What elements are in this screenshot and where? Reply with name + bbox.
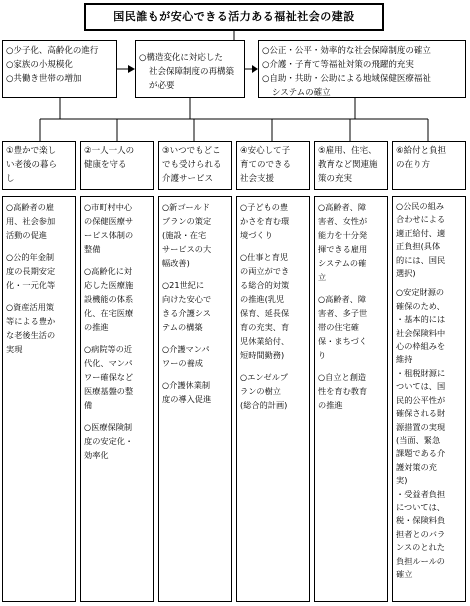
heading-line: ④安心して子 bbox=[240, 146, 291, 156]
item-line: ついては、国 bbox=[396, 381, 446, 392]
item-line: の推進 bbox=[84, 322, 109, 332]
item-line: (施設・在宅 bbox=[162, 230, 207, 240]
column-heading-5 bbox=[314, 141, 388, 190]
item-line: 化・一元化等 bbox=[6, 280, 56, 290]
item-line: 応した医療施 bbox=[84, 280, 134, 290]
item-line: かさを育む環 bbox=[240, 216, 290, 226]
list-item bbox=[396, 286, 463, 581]
list-item bbox=[162, 378, 229, 406]
item-line: 的には、国民 bbox=[396, 254, 446, 265]
item-line: ービス体制の bbox=[84, 230, 134, 240]
item-line: 立 bbox=[318, 272, 327, 282]
item-line: テムの構築 bbox=[162, 322, 203, 332]
list-item bbox=[6, 250, 73, 292]
item-line: 揮できる雇用 bbox=[318, 244, 368, 254]
item-line: 効率化 bbox=[84, 450, 109, 460]
arrowhead-left-to-middle bbox=[128, 65, 135, 73]
context-box-middle bbox=[135, 40, 245, 98]
column-heading-6 bbox=[392, 141, 466, 190]
context-middle-line: 社会保障制度の再構築 bbox=[149, 67, 235, 77]
item-line: 心の枠組みを bbox=[396, 341, 446, 352]
list-item bbox=[318, 200, 385, 284]
item-line: ○介護マンパ bbox=[162, 344, 210, 354]
item-line: 化、在宅医療 bbox=[84, 308, 134, 318]
item-line: 選択) bbox=[396, 268, 416, 279]
list-item bbox=[6, 200, 73, 242]
item-line: 幅改善) bbox=[162, 258, 190, 268]
list-item bbox=[84, 200, 151, 256]
item-line: 実現 bbox=[6, 344, 23, 354]
heading-line: い老後の暮ら bbox=[6, 160, 58, 170]
item-line: 保・まちづく bbox=[318, 336, 368, 346]
item-line: システムの確 bbox=[318, 258, 367, 268]
heading-line: し bbox=[6, 174, 15, 184]
column-heading-3 bbox=[158, 141, 232, 190]
item-line: 備 bbox=[84, 400, 93, 410]
context-box-right bbox=[258, 40, 466, 98]
item-line: ○公的年金制 bbox=[6, 252, 55, 262]
item-line: 保育、延長保 bbox=[240, 308, 290, 318]
list-item bbox=[318, 292, 385, 362]
context-middle-line: ○構造変化に対応した bbox=[139, 53, 223, 63]
item-line: 源措置の実現 bbox=[396, 421, 446, 432]
item-line: 医療基盤の整 bbox=[84, 386, 134, 396]
item-line: ○新ゴールド bbox=[162, 202, 210, 212]
item-line: プランの策定 bbox=[162, 216, 212, 226]
item-line: 害者、女性が bbox=[318, 216, 368, 226]
list-item bbox=[240, 370, 307, 412]
item-line: の保健医療サ bbox=[84, 216, 134, 226]
item-line: 度の長期安定 bbox=[6, 266, 56, 276]
list-item bbox=[162, 342, 229, 370]
item-line: り bbox=[318, 350, 327, 360]
item-line: 用、社会参加 bbox=[6, 216, 56, 226]
item-line: ○仕事と育児 bbox=[240, 252, 289, 262]
column-body-2 bbox=[80, 196, 154, 602]
context-right-line: ○介護・子育て等福祉対策の飛躍的充実 bbox=[262, 60, 414, 70]
item-line: 設機能の体系 bbox=[84, 294, 134, 304]
item-line: 能力を十分発 bbox=[318, 230, 368, 240]
diagram-title: 国民誰もが安心できる活力ある福祉社会の建設 bbox=[84, 3, 384, 31]
item-line: ○市町村中心 bbox=[84, 202, 133, 212]
item-line: 担者とのバラ bbox=[396, 528, 446, 539]
column-body-3 bbox=[158, 196, 232, 602]
column-body-4 bbox=[236, 196, 310, 602]
heading-line: ③いつでもどこ bbox=[162, 146, 221, 156]
item-line: ワー確保など bbox=[84, 372, 134, 382]
item-line: 活動の促進 bbox=[6, 230, 47, 240]
item-line: 課題である介 bbox=[396, 448, 446, 459]
item-line: 実) bbox=[396, 475, 408, 486]
column-heading-2 bbox=[80, 141, 154, 190]
heading-line: ⑥給付と負担 bbox=[396, 146, 447, 156]
item-line: ○子どもの豊 bbox=[240, 202, 289, 212]
item-line: ○21世紀に bbox=[162, 280, 205, 290]
heading-line: ①豊かで楽し bbox=[6, 146, 57, 156]
list-item bbox=[396, 200, 463, 280]
heading-line: ⑤雇用、住宅、 bbox=[318, 146, 377, 156]
list-item bbox=[84, 420, 151, 462]
context-right-line: ○公正・公平・効率的な社会保障制度の確立 bbox=[262, 46, 431, 56]
context-right-line: システムの確立 bbox=[272, 88, 331, 98]
item-line: 社会保険料中 bbox=[396, 327, 446, 338]
item-line: 負担ルールの bbox=[396, 555, 445, 566]
item-line: 等による豊か bbox=[6, 316, 56, 326]
item-line: ○病院等の近 bbox=[84, 344, 133, 354]
context-box-left bbox=[2, 40, 117, 98]
heading-line: 介護サービス bbox=[162, 174, 214, 184]
list-item bbox=[6, 300, 73, 356]
item-line: 確立 bbox=[396, 568, 413, 579]
item-line: ランの樹立 bbox=[240, 386, 281, 396]
item-line: ○高齢者、障 bbox=[318, 294, 367, 304]
item-line: ・基本的には bbox=[396, 314, 446, 325]
heading-line: ②一人一人の bbox=[84, 146, 135, 156]
item-line: 税・保険料負 bbox=[396, 515, 446, 526]
heading-line: 健康を守る bbox=[84, 160, 127, 170]
item-line: ンスのとれた bbox=[396, 542, 445, 553]
list-item bbox=[240, 250, 307, 362]
list-item bbox=[240, 200, 307, 242]
heading-line: 社会支援 bbox=[240, 174, 275, 184]
item-line: 度の安定化・ bbox=[84, 436, 134, 446]
context-left-line: ○少子化、高齢化の進行 bbox=[6, 46, 99, 56]
item-line: ○医療保険制 bbox=[84, 422, 133, 432]
item-line: (当面、緊急 bbox=[396, 434, 441, 445]
item-line: 育の充実、育 bbox=[240, 322, 290, 332]
item-line: 維持 bbox=[396, 354, 413, 365]
context-right-line: ○自助・共助・公助による地域保健医療福祉 bbox=[262, 74, 431, 84]
item-line: 合わせによる bbox=[396, 214, 446, 225]
item-line: 確保のため、 bbox=[396, 300, 445, 311]
item-line: ○介護休業制 bbox=[162, 380, 211, 390]
column-heading-1 bbox=[2, 141, 76, 190]
item-line: 整備 bbox=[84, 244, 101, 254]
item-line: 代化、マンパ bbox=[84, 358, 133, 368]
item-line: ・租税財源に bbox=[396, 367, 446, 378]
item-line: ○自立と創造 bbox=[318, 372, 367, 382]
item-line: の推進 bbox=[318, 400, 343, 410]
item-line: ○安定財源の bbox=[396, 287, 445, 298]
list-item bbox=[84, 342, 151, 412]
context-left-line: ○家族の小規模化 bbox=[6, 60, 73, 70]
item-line: ワーの養成 bbox=[162, 358, 203, 368]
item-line: ○公民の組み bbox=[396, 201, 445, 211]
item-line: 度の導入促進 bbox=[162, 394, 212, 404]
item-line: ○資産活用策 bbox=[6, 302, 55, 312]
list-item bbox=[318, 370, 385, 412]
column-body-6 bbox=[392, 196, 466, 602]
item-line: の両立ができ bbox=[240, 266, 290, 276]
heading-line: 教育など関連施 bbox=[318, 160, 378, 170]
item-line: 児休業給付、 bbox=[240, 336, 290, 346]
item-line: ・受益者負担 bbox=[396, 488, 446, 499]
item-line: 短時間勤務) bbox=[240, 350, 285, 360]
item-line: る総合的対策 bbox=[240, 280, 290, 290]
item-line: 正負担(具体 bbox=[396, 241, 441, 252]
item-line: 害者、多子世 bbox=[318, 308, 368, 318]
item-line: な老後生活の bbox=[6, 330, 56, 340]
heading-line: の在り方 bbox=[396, 160, 431, 170]
item-line: 民的公平性が bbox=[396, 394, 446, 405]
item-line: の推進(乳児 bbox=[240, 294, 285, 304]
item-line: ○高齢者、障 bbox=[318, 202, 367, 212]
item-line: 性を育む教育 bbox=[318, 386, 368, 396]
list-item bbox=[84, 264, 151, 334]
item-line: 向けた安心で bbox=[162, 294, 212, 304]
list-item bbox=[162, 278, 229, 334]
item-line: きる介護シス bbox=[162, 308, 211, 318]
context-middle-line: が必要 bbox=[149, 81, 175, 91]
item-line: 護対策の充 bbox=[396, 461, 437, 472]
heading-line: 策の充実 bbox=[318, 174, 353, 184]
context-left-line: ○共働き世帯の増加 bbox=[6, 74, 82, 84]
item-line: ○高齢者の雇 bbox=[6, 202, 55, 212]
item-line: ○エンゼルプ bbox=[240, 372, 289, 382]
heading-line: でも受けられる bbox=[162, 160, 222, 170]
item-line: 適正給付、適 bbox=[396, 227, 446, 238]
column-heading-4 bbox=[236, 141, 310, 190]
item-line: ○高齢化に対 bbox=[84, 266, 133, 276]
item-line: (総合的計画) bbox=[240, 400, 288, 410]
column-body-1 bbox=[2, 196, 76, 602]
heading-line: 育てのできる bbox=[240, 160, 292, 170]
column-body-5 bbox=[314, 196, 388, 602]
item-line: については、 bbox=[396, 501, 445, 512]
item-line: サービスの大 bbox=[162, 244, 212, 254]
item-line: 帯の住宅確 bbox=[318, 322, 359, 332]
item-line: 確保される財 bbox=[396, 408, 446, 419]
item-line: 境づくり bbox=[240, 230, 273, 240]
list-item bbox=[162, 200, 229, 270]
